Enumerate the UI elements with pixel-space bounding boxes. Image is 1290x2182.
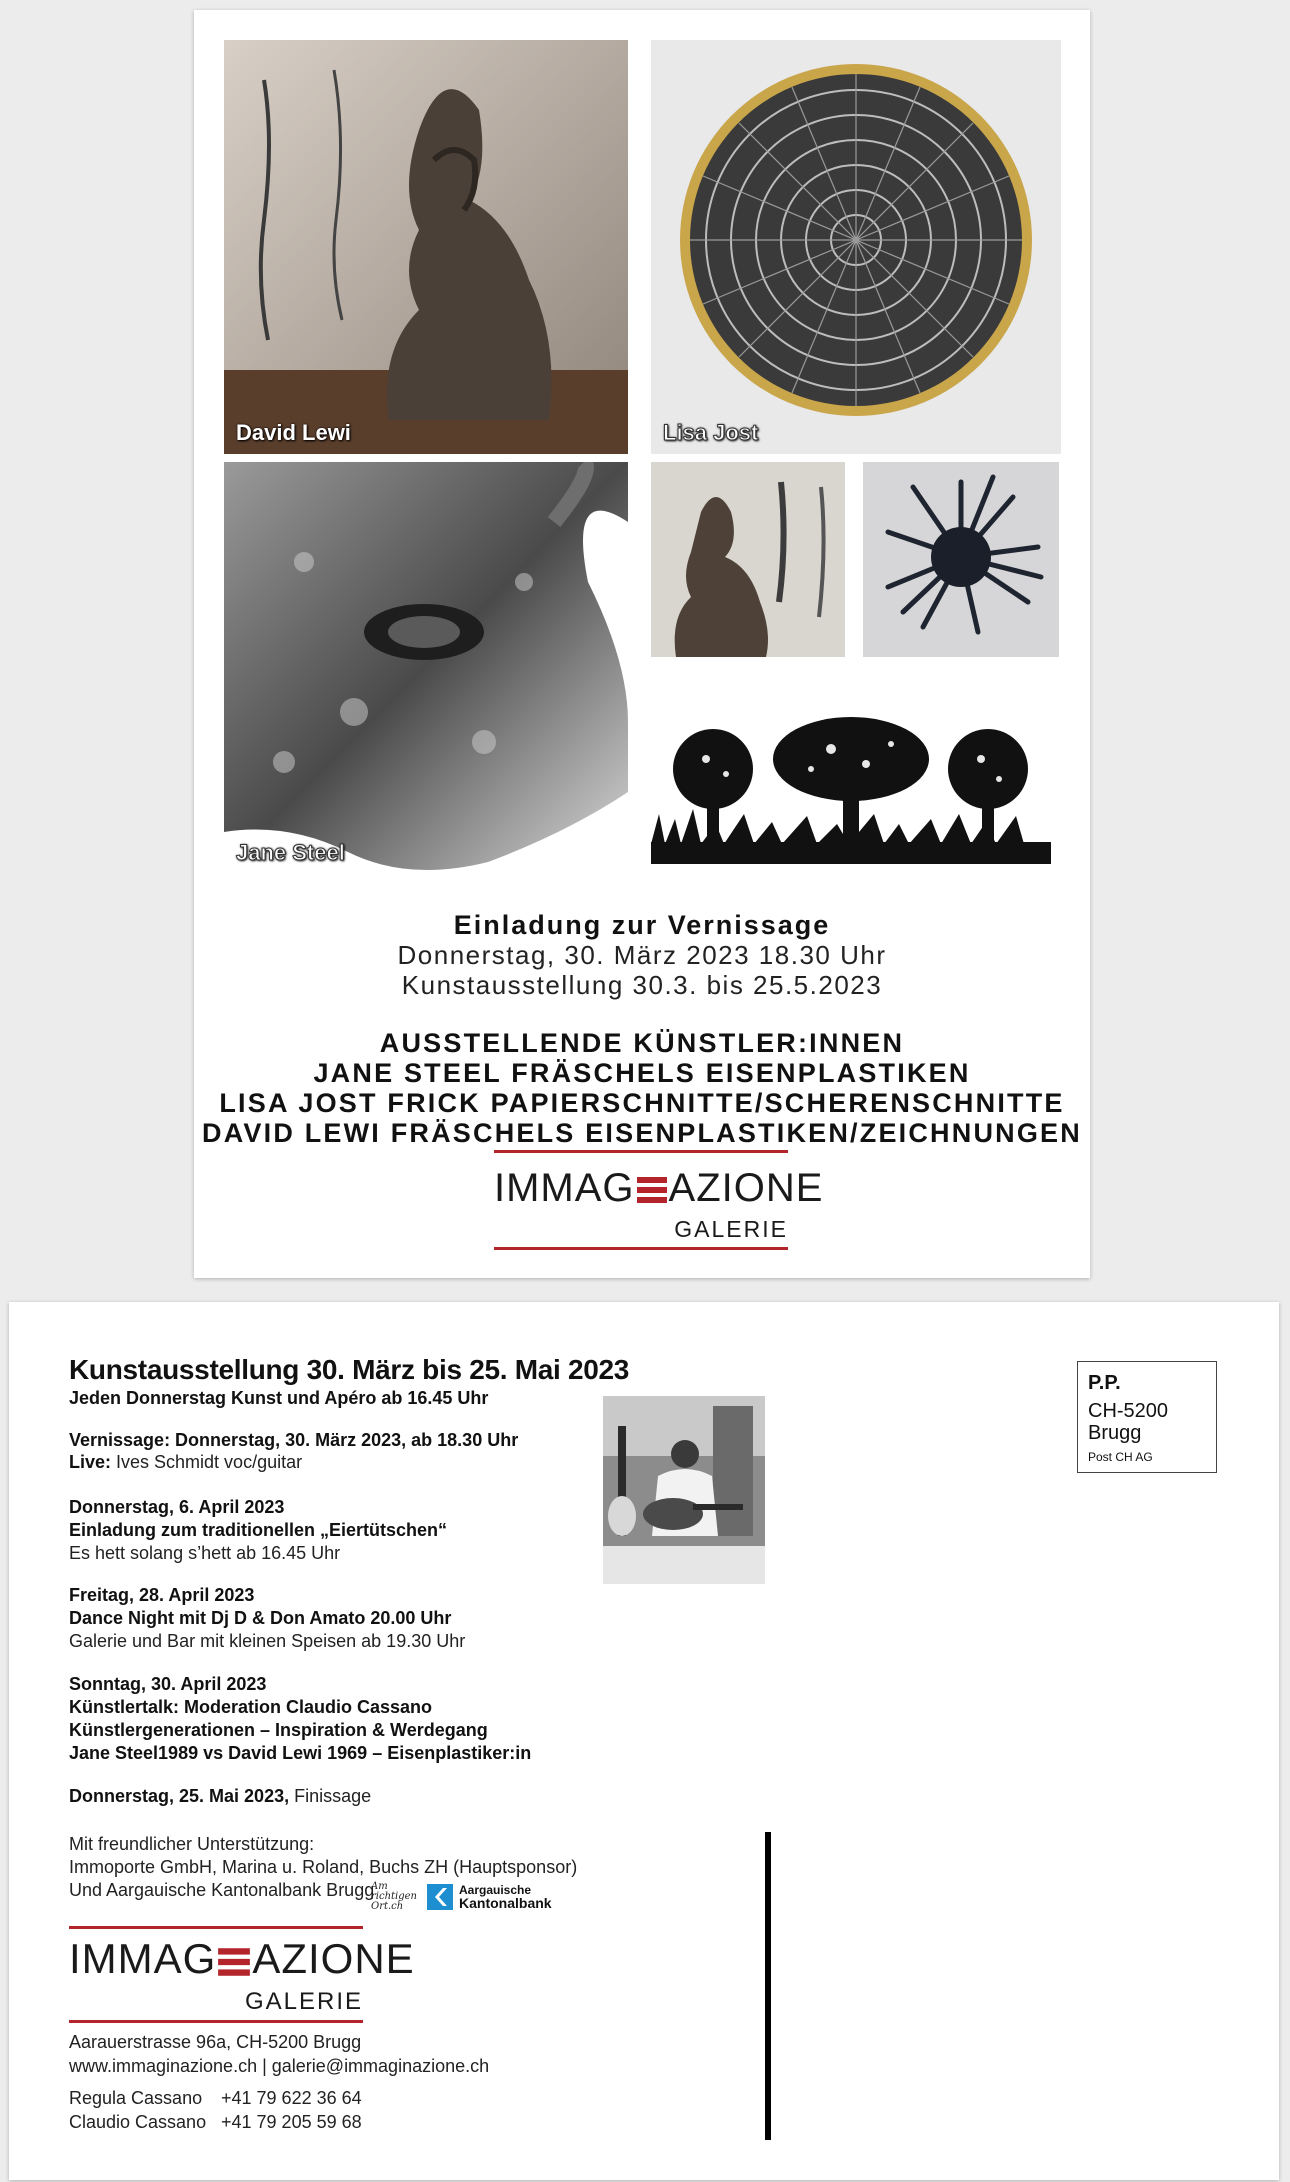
event-dance-note: Galerie und Bar mit kleinen Speisen ab 19.30 Uhr: [69, 1631, 466, 1651]
artist-line-david-lewi: DAVID LEWI FRÄSCHELS EISENPLASTIKEN/ZEICHNUNGEN: [202, 1118, 1082, 1148]
back-subtitle: Jeden Donnerstag Kunst und Apéro ab 16.45 Uhr: [69, 1388, 489, 1408]
event-easter-note: Es hett solang s’hett ab 16.45 Uhr: [69, 1543, 341, 1563]
event-dance-date: Freitag, 28. April 2023: [69, 1585, 255, 1605]
event-talk-line1: Künstlertalk: Moderation Claudio Cassano: [69, 1697, 433, 1717]
logo-subtitle: GALERIE: [674, 1216, 788, 1242]
postage-paid-box: [1077, 1361, 1217, 1473]
postcard-front: [194, 10, 1090, 1278]
bank-logo-icon: [427, 1884, 453, 1910]
photo-spiky-sculpture: [863, 462, 1059, 657]
event-dance-title: Dance Night mit Dj D & Don Amato 20.00 Uhr: [69, 1608, 452, 1628]
event-easter-title: Einladung zum traditionellen „Eiertütschen“: [69, 1520, 448, 1540]
address-divider-line: [765, 1832, 771, 2140]
artist-label-jane-steel: Jane Steel: [236, 840, 345, 865]
postage-pp: P.P.: [1088, 1372, 1121, 1394]
back-title: Kunstausstellung 30. März bis 25. Mai 2023: [69, 1354, 630, 1385]
artist-line-jane-steel: JANE STEEL FRÄSCHELS EISENPLASTIKEN: [313, 1058, 971, 1088]
photo-david-lewi: [224, 40, 628, 454]
logo-subtitle-back: GALERIE: [244, 1988, 363, 2015]
contact-claudio: Claudio Cassano +41 79 205 59 68: [69, 2112, 362, 2132]
artists-list: [194, 1028, 1090, 1148]
artists-heading: AUSSTELLENDE KÜNSTLER:INNEN: [379, 1028, 905, 1058]
logo-mark-icon: [635, 1174, 669, 1206]
gallery-web-email[interactable]: www.immaginazione.ch | galerie@immaginazione.ch: [69, 2056, 490, 2076]
gallery-logo: [494, 1150, 824, 1262]
artist-label-david-lewi: David Lewi: [236, 420, 351, 445]
support-line1: Immoporte GmbH, Marina u. Roland, Buchs ZH (Hauptsponsor): [69, 1857, 578, 1877]
gallery-address: Aarauerstrasse 96a, CH-5200 Brugg: [69, 2032, 362, 2052]
event-talk-date: Sonntag, 30. April 2023: [69, 1674, 267, 1694]
photo-musician: [603, 1396, 765, 1584]
exhibition-period: Kunstausstellung 30.3. bis 25.5.2023: [401, 970, 883, 1000]
vernissage-line: Vernissage: Donnerstag, 30. März 2023, ab 18.30 Uhr: [69, 1430, 519, 1450]
postage-carrier: Post CH AG: [1088, 1450, 1153, 1464]
photo-paper-cut-trees: [651, 714, 1051, 864]
support-line2: Und Aargauische Kantonalbank Brugg: [69, 1880, 375, 1900]
postage-city: Brugg: [1088, 1422, 1142, 1444]
live-line: Live: Ives Schmidt voc/guitar: [69, 1452, 303, 1472]
gallery-logo-back: [69, 1926, 415, 2026]
event-talk-line2: Künstlergenerationen – Inspiration & Werdegang: [69, 1720, 488, 1740]
invitation-title: Einladung zur Vernissage: [453, 910, 831, 940]
sponsor-logo-aargauische-kantonalbank: Aargauische Kantonalbank: [427, 1884, 567, 1914]
logo-wordmark-back: IMMAG AZIONE: [69, 1935, 415, 1982]
photo-lisa-jost: [651, 40, 1061, 454]
photo-jane-steel: [224, 462, 628, 874]
postcard-back: [9, 1302, 1279, 2180]
sponsor-logo-am-richtigen-ort: Am richtigen Ort.ch: [371, 1881, 417, 1912]
logo-wordmark: IMMAG AZIONE: [494, 1166, 824, 1210]
contact-regula: Regula Cassano +41 79 622 36 64: [69, 2088, 362, 2108]
support-heading: Mit freundlicher Unterstützung:: [69, 1834, 315, 1854]
photo-small-sculpture: [651, 462, 845, 657]
postage-zip: CH-5200: [1088, 1400, 1169, 1422]
finissage-line: Donnerstag, 25. Mai 2023, Finissage: [69, 1786, 372, 1806]
event-talk-line3: Jane Steel1989 vs David Lewi 1969 – Eisenplastiker:in: [69, 1743, 532, 1763]
vernissage-date: Donnerstag, 30. März 2023 18.30 Uhr: [397, 940, 887, 970]
artist-line-lisa-jost: LISA JOST FRICK PAPIERSCHNITTE/SCHERENSCHNITTE: [219, 1088, 1065, 1118]
artist-label-lisa-jost: Lisa Jost: [663, 420, 759, 445]
event-easter-date: Donnerstag, 6. April 2023: [69, 1497, 285, 1517]
logo-mark-icon: [216, 1945, 252, 1979]
